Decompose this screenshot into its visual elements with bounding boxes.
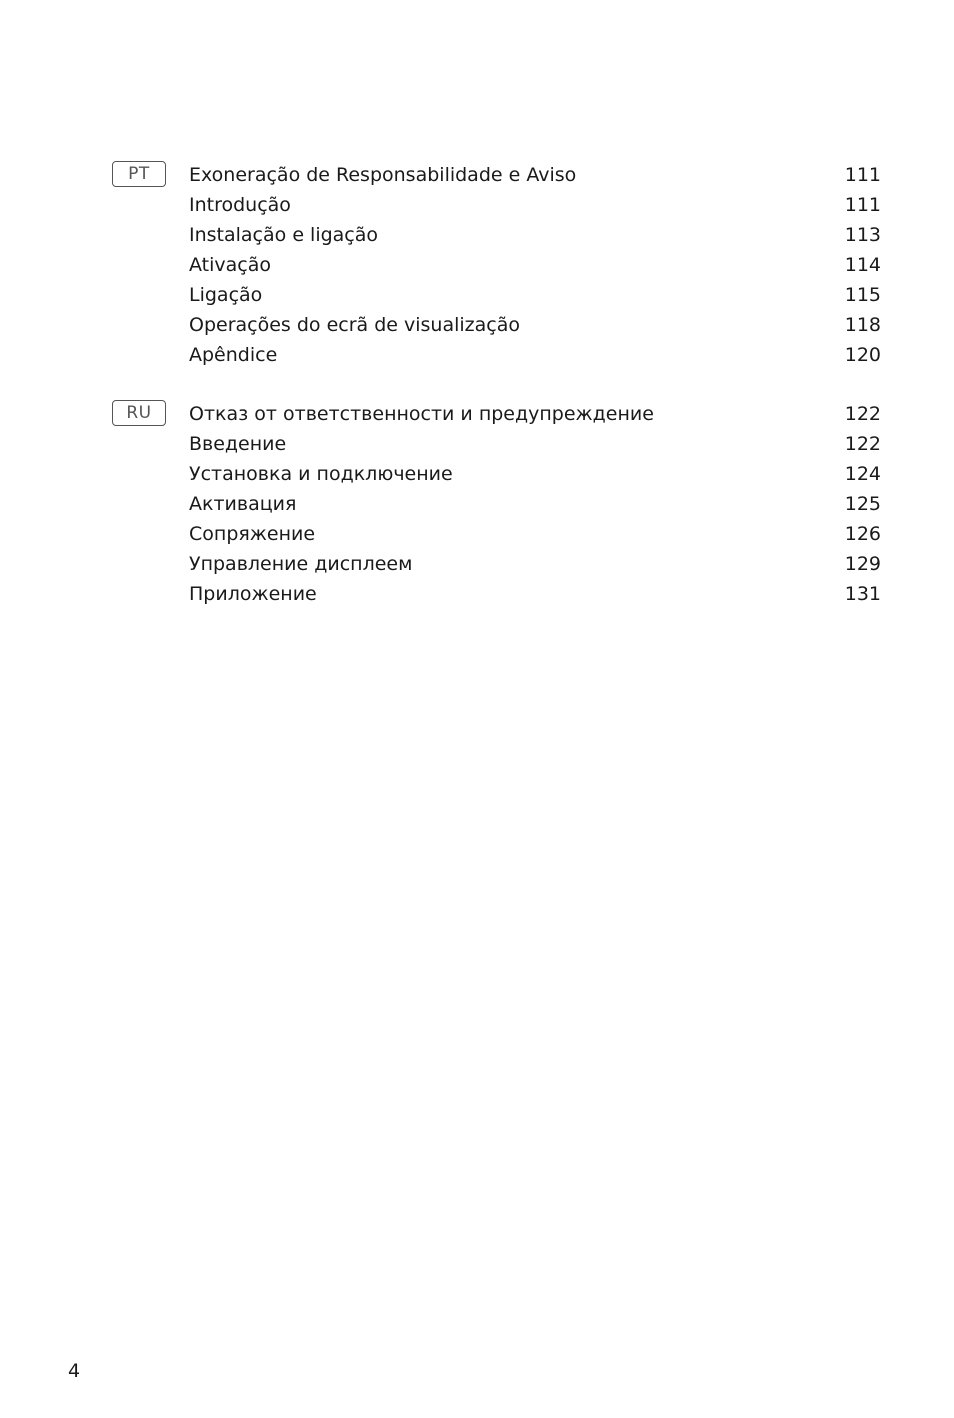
toc-entry[interactable] xyxy=(189,310,881,340)
toc-entry[interactable] xyxy=(189,399,881,429)
language-badge-ru: RU xyxy=(112,400,166,426)
table-of-contents xyxy=(112,160,881,638)
toc-entry-page: 111 xyxy=(844,164,881,186)
toc-entry[interactable] xyxy=(189,160,881,190)
toc-entry-page: 118 xyxy=(844,314,881,336)
toc-entry[interactable] xyxy=(189,489,881,519)
toc-entry-title: Operações do ecrã de visualização xyxy=(189,314,520,336)
toc-entry-title: Introdução xyxy=(189,194,291,216)
toc-entry[interactable] xyxy=(189,549,881,579)
toc-entry-title: Ligação xyxy=(189,284,263,306)
page-number: 4 xyxy=(68,1360,81,1382)
toc-entry[interactable] xyxy=(189,190,881,220)
toc-entry-page: 115 xyxy=(844,284,881,306)
toc-entry-title: Введение xyxy=(189,433,287,455)
toc-entry-page: 124 xyxy=(844,463,881,485)
toc-entry-title: Отказ от ответственности и предупреждение xyxy=(189,403,654,425)
toc-entry-page: 122 xyxy=(844,433,881,455)
toc-section-pt xyxy=(112,160,881,370)
toc-entry-page: 125 xyxy=(844,493,881,515)
toc-entry-title: Активация xyxy=(189,493,297,515)
toc-entry-page: 131 xyxy=(844,583,881,605)
toc-entry[interactable] xyxy=(189,579,881,609)
toc-entry-title: Установка и подключение xyxy=(189,463,453,485)
language-badge-pt: PT xyxy=(112,161,166,187)
toc-entry[interactable] xyxy=(189,459,881,489)
toc-entry-title: Сопряжение xyxy=(189,523,316,545)
toc-entry-page: 126 xyxy=(844,523,881,545)
toc-section-ru xyxy=(112,399,881,609)
toc-entry-page: 129 xyxy=(844,553,881,575)
toc-entry[interactable] xyxy=(189,250,881,280)
toc-entries-ru xyxy=(189,399,881,609)
toc-entry-title: Приложение xyxy=(189,583,317,605)
toc-entry-page: 111 xyxy=(844,194,881,216)
toc-entry[interactable] xyxy=(189,429,881,459)
toc-entry-page: 113 xyxy=(844,224,881,246)
toc-entries-pt xyxy=(189,160,881,370)
toc-entry-page: 122 xyxy=(844,403,881,425)
toc-entry-page: 114 xyxy=(844,254,881,276)
toc-entry[interactable] xyxy=(189,340,881,370)
toc-entry[interactable] xyxy=(189,220,881,250)
toc-entry[interactable] xyxy=(189,519,881,549)
toc-entry-title: Exoneração de Responsabilidade e Aviso xyxy=(189,164,577,186)
toc-entry[interactable] xyxy=(189,280,881,310)
toc-entry-title: Apêndice xyxy=(189,344,278,366)
toc-entry-title: Управление дисплеем xyxy=(189,553,413,575)
toc-entry-title: Instalação e ligação xyxy=(189,224,379,246)
toc-entry-page: 120 xyxy=(844,344,881,366)
toc-entry-title: Ativação xyxy=(189,254,271,276)
